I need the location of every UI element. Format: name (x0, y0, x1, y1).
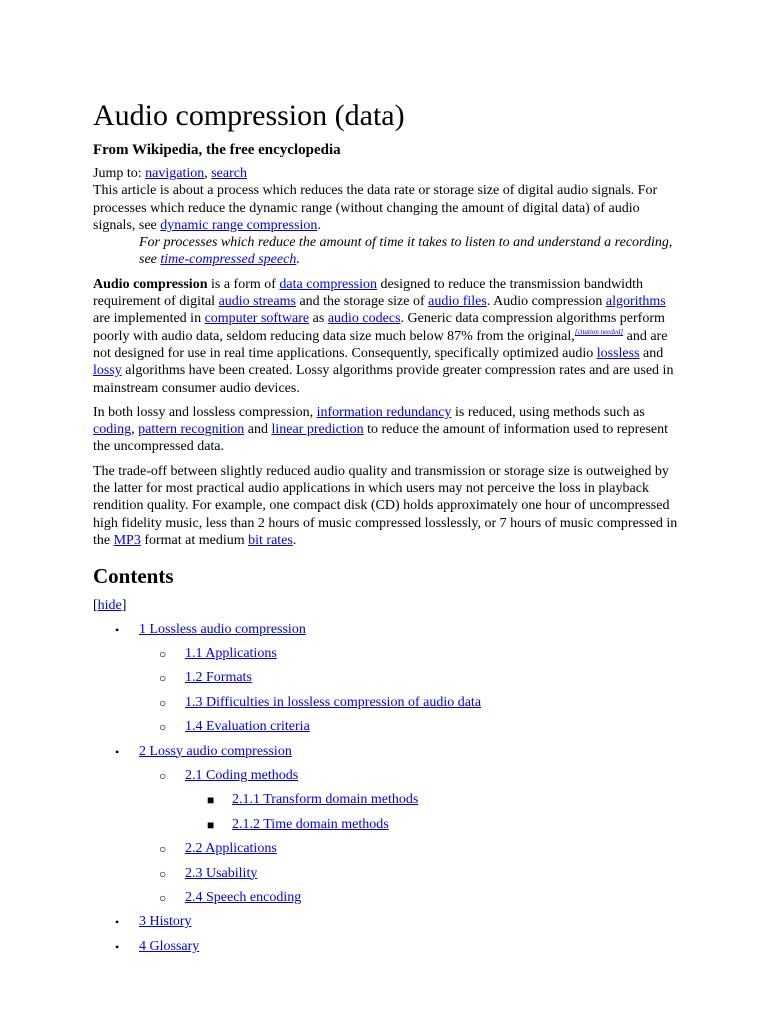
toc-item (93, 717, 683, 737)
hatnote-end: . (296, 252, 300, 268)
bullet-icon: ○ (159, 866, 167, 881)
audio-streams-link[interactable]: audio streams (218, 294, 296, 310)
bullet-icon: • (115, 915, 120, 930)
contents-heading: Contents (93, 564, 174, 589)
toc-item (93, 693, 683, 713)
intro-paragraph (93, 276, 683, 397)
bullet-icon: ○ (159, 671, 167, 686)
text: . Audio compression (486, 294, 606, 310)
toc-link[interactable]: 2.1.1 Transform domain methods (232, 792, 419, 808)
text: In both lossy and lossless compression, (93, 404, 317, 420)
audio-codecs-link[interactable]: audio codecs (327, 311, 401, 327)
toc-item (93, 644, 683, 664)
tradeoff-paragraph (93, 463, 683, 549)
hatnote-text: This article is about a process which reduces the data rate or storage size of digital audio signals. For processes which reduce the dynamic range (without changing the amount of digital data) of audio signals, see (93, 183, 658, 233)
toc-link[interactable]: 2.1 Coding methods (185, 767, 299, 783)
text: are implemented in (93, 311, 205, 327)
audio-files-link[interactable]: audio files (428, 294, 487, 310)
toc-link[interactable]: 1.2 Formats (185, 670, 252, 686)
toc-link[interactable]: 2.4 Speech encoding (185, 889, 302, 905)
lossless-link[interactable]: lossless (596, 345, 640, 361)
toc-link[interactable]: 1.3 Difficulties in lossless compression of audio data (185, 694, 482, 710)
toc-link[interactable]: 2.1.2 Time domain methods (232, 816, 389, 832)
toc-link[interactable]: 1 Lossless audio compression (139, 621, 306, 637)
computer-software-link[interactable]: computer software (204, 311, 310, 327)
toc-item (93, 668, 683, 688)
text: and are not designed for use in real time applications. Consequently, specifically optimized audio (93, 328, 668, 361)
hatnote-text: For processes which reduce the amount of time it takes to listen to and understand a recording, see (139, 235, 673, 268)
table-of-contents (93, 620, 683, 957)
page-title: Audio compression (data) (93, 99, 405, 132)
toc-item (93, 937, 683, 957)
dynamic-range-compression-link[interactable]: dynamic range compression (160, 217, 318, 233)
bracket: ] (121, 598, 127, 614)
text: designed to reduce the transmission bandwidth requirement of digital (93, 276, 643, 310)
text: algorithms have been created. Lossy algorithms provide greater compression rates and are used in mainstream consumer audio devices. (93, 363, 674, 396)
toc-item (93, 815, 683, 835)
toc-link[interactable]: 3 History (139, 914, 192, 930)
mp3-link[interactable]: MP3 (113, 532, 141, 548)
text: and the storage size of (295, 294, 429, 310)
toc-link[interactable]: 1.1 Applications (185, 646, 277, 662)
data-compression-link[interactable]: data compression (279, 276, 378, 292)
toc-link[interactable]: 2.3 Usability (185, 865, 258, 881)
bold-term: Audio compression (93, 276, 208, 292)
text: . Generic data compression algorithms perform poorly with audio data, seldom reducing data size much below 87% from the original, (93, 311, 665, 344)
toc-link[interactable]: 1.4 Evaluation criteria (185, 719, 310, 735)
bullet-icon: ○ (159, 890, 167, 905)
bullet-icon: ■ (207, 793, 215, 808)
toc-item (93, 620, 683, 640)
text: , (131, 422, 139, 438)
toc-item (93, 766, 683, 786)
toc-item (93, 864, 683, 884)
toc-item (93, 912, 683, 932)
navigation-link[interactable]: navigation (145, 166, 205, 181)
bit-rates-link[interactable]: bit rates (248, 532, 293, 548)
text: to reduce the amount of information used to represent the uncompressed data. (93, 422, 669, 455)
bullet-icon: ○ (159, 720, 167, 735)
hatnote-dynamic-range (93, 182, 683, 234)
coding-link[interactable]: coding (93, 422, 132, 438)
time-compressed-speech-link[interactable]: time-compressed speech (160, 252, 297, 268)
page-subtitle: From Wikipedia, the free encyclopedia (93, 142, 341, 158)
article (93, 98, 683, 957)
hatnote-time-compressed (93, 234, 683, 269)
search-link[interactable]: search (211, 166, 247, 181)
toc-item (93, 839, 683, 859)
bullet-icon: • (115, 622, 120, 637)
redundancy-paragraph (93, 404, 683, 456)
text: is reduced, using methods such as (451, 404, 645, 420)
toc-link[interactable]: 4 Glossary (139, 938, 200, 954)
lossy-link[interactable]: lossy (93, 363, 122, 379)
bullet-icon: ○ (159, 842, 167, 857)
bullet-icon: • (115, 939, 120, 954)
text: and (639, 345, 664, 361)
text: as (309, 311, 328, 327)
citation-needed-link[interactable]: [citation needed] (574, 327, 624, 336)
jump-separator: , (204, 166, 212, 181)
text: and (244, 422, 272, 438)
toc-toggle (93, 597, 683, 615)
hide-toc-link[interactable]: hide (97, 598, 122, 614)
text: . (292, 532, 297, 548)
text: is a form of (207, 276, 280, 292)
linear-prediction-link[interactable]: linear prediction (271, 422, 364, 438)
bullet-icon: • (115, 744, 120, 759)
bullet-icon: ■ (207, 817, 215, 832)
jump-prefix: Jump to: (93, 166, 146, 181)
information-redundancy-link[interactable]: information redundancy (316, 404, 452, 420)
toc-item (93, 790, 683, 810)
toc-item (93, 742, 683, 762)
bullet-icon: ○ (159, 647, 167, 662)
pattern-recognition-link[interactable]: pattern recognition (138, 422, 245, 438)
jump-links (93, 165, 683, 182)
bullet-icon: ○ (159, 768, 167, 783)
toc-link[interactable]: 2.2 Applications (185, 841, 277, 857)
bracket: [ (93, 598, 98, 614)
algorithms-link[interactable]: algorithms (605, 294, 666, 310)
hatnote-end: . (317, 217, 321, 233)
toc-link[interactable]: 2 Lossy audio compression (139, 743, 292, 759)
toc-item (93, 888, 683, 908)
bullet-icon: ○ (159, 695, 167, 710)
text: The trade-off between slightly reduced audio quality and transmission or storage size is outweighed by the latter for most practical audio applications in which users may not perceive the loss in playback rendition quality. For example, one compact disk (CD) holds approximately one hour of uncompressed high fidelity music, less than 2 hours of music compressed losslessly, or 7 hours of music compressed in the (93, 463, 678, 548)
text: format at medium (140, 532, 249, 548)
